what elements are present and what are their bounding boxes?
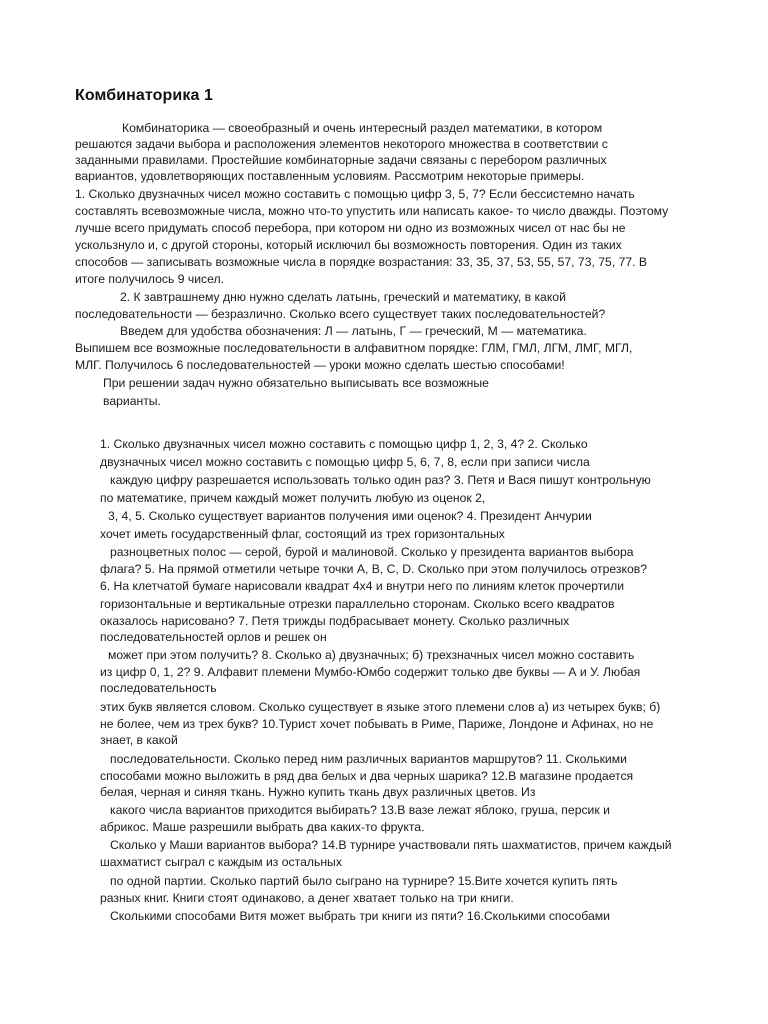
- text-line: решаются задачи выбора и расположения элементов некоторого множества в соответствии с: [75, 137, 608, 151]
- text-line: из цифр 0, 1, 2? 9. Алфавит племени Мумбо-Юмбо содержит только две буквы — А и У. Любая: [100, 665, 641, 679]
- text-line: абрикос. Маше разрешили выбрать два каких-то фрукта.: [100, 820, 425, 834]
- text-line: двузначных чисел можно составить с помощью цифр 5, 6, 7, 8, если при записи числа: [100, 455, 590, 469]
- text-line: Комбинаторика — своеобразный и очень интересный раздел математики, в котором: [122, 121, 603, 135]
- text-line: способов — записывать возможные числа в порядке возрастания: 33, 35, 37, 53, 55, 57, 73, 75, 77. В: [75, 255, 648, 269]
- text-line: итоге получилось 9 чисел.: [75, 272, 224, 286]
- text-line: МЛГ. Получилось 6 последовательностей — уроки можно сделать шестью способами!: [75, 358, 565, 372]
- text-line: последовательность: [100, 681, 217, 695]
- document-title: Комбинаторика 1: [75, 87, 213, 104]
- text-line: ускользнуло и, с другой стороны, который исключил бы возможность повторения. Один из таких: [75, 238, 622, 252]
- text-line: разных книг. Книги стоят одинаково, а денег хватает только на три книги.: [100, 891, 514, 905]
- text-line: Выпишем все возможные последовательности в алфавитном порядке: ГЛМ, ГМЛ, ЛГМ, ЛМГ, МГЛ,: [75, 341, 633, 355]
- text-line: вариантов, удовлетворяющих поставленным условиям. Рассмотрим некоторые примеры.: [75, 169, 585, 183]
- text-line: хочет иметь государственный флаг, состоящий из трех горизонтальных: [100, 527, 505, 541]
- text-line: варианты.: [103, 394, 161, 408]
- text-line: по математике, причем каждый может получить любую из оценок 2,: [100, 491, 486, 505]
- text-line: заданными правилами. Простейшие комбинаторные задачи связаны с перебором различных: [75, 153, 607, 167]
- text-line: 1. Сколько двузначных чисел можно составить с помощью цифр 1, 2, 3, 4? 2. Сколько: [100, 437, 588, 451]
- text-line: не более, чем из трех букв? 10.Турист хочет побывать в Риме, Париже, Лондоне и Афинах, но не: [100, 717, 654, 731]
- text-line: 6. На клетчатой бумаге нарисовали квадрат 4х4 и внутри него по линиям клеток прочертили: [100, 579, 625, 593]
- text-line: по одной партии. Сколько партий было сыграно на турнире? 15.Вите хочется купить пять: [110, 874, 618, 888]
- text-line: горизонтальные и вертикальные отрезки параллельно сторонам. Сколько всего квадратов: [100, 597, 615, 611]
- text-line: 3, 4, 5. Сколько существует вариантов получения ими оценок? 4. Президент Анчурии: [108, 509, 592, 523]
- text-line: последовательности — безразлично. Сколько всего существует таких последовательностей?: [75, 307, 606, 321]
- text-line: каждую цифру разрешается использовать только один раз? 3. Петя и Вася пишут контрольную: [110, 473, 651, 487]
- text-line: 1. Сколько двузначных чисел можно составить с помощью цифр 3, 5, 7? Если бессистемно начать: [75, 187, 635, 201]
- text-line: этих букв является словом. Сколько существует в языке этого племени слов а) из четырех букв; б): [100, 700, 661, 714]
- text-line: белая, черная и синяя ткань. Нужно купить ткань двух различных цветов. Из: [100, 785, 536, 799]
- text-line: флага? 5. На прямой отметили четыре точки A, B, C, D. Сколько при этом получилось отрезков?: [100, 562, 647, 576]
- text-line: последовательности. Сколько перед ним различных вариантов маршрутов? 11. Сколькими: [110, 752, 627, 766]
- text-line: оказалось нарисовано? 7. Петя трижды подбрасывает монету. Сколько различных: [100, 614, 570, 628]
- text-line: способами можно выложить в ряд два белых и два черных шарика? 12.В магазине продается: [100, 769, 634, 783]
- text-line: При решении задач нужно обязательно выписывать все возможные: [103, 376, 489, 390]
- text-line: Сколькими способами Витя может выбрать три книги из пяти? 16.Сколькими способами: [110, 909, 610, 923]
- text-line: Введем для удобства обозначения: Л — латынь, Г — греческий, М — математика.: [120, 324, 587, 338]
- text-line: составлять всевозможные числа, можно что-то упустить или написать какое- то число дважды. Поэтому: [75, 204, 669, 218]
- text-line: шахматист сыграл с каждым из остальных: [100, 855, 342, 869]
- text-line: разноцветных полос — серой, бурой и малиновой. Сколько у президента вариантов выбора: [110, 545, 634, 559]
- text-line: может при этом получить? 8. Сколько а) двузначных; б) трехзначных чисел можно составить: [108, 648, 635, 662]
- text-line: знает, в какой: [100, 733, 178, 747]
- text-line: какого числа вариантов приходится выбирать? 13.В вазе лежат яблоко, груша, персик и: [110, 803, 610, 817]
- text-line: 2. К завтрашнему дню нужно сделать латынь, греческий и математику, в какой: [120, 290, 566, 304]
- text-line: Сколько у Маши вариантов выбора? 14.В турнире участвовали пять шахматистов, причем каждый: [110, 838, 672, 852]
- text-line: последовательностей орлов и решек он: [100, 630, 327, 644]
- text-line: лучше всего придумать способ перебора, при котором ни одно из возможных чисел от нас бы не: [75, 221, 626, 235]
